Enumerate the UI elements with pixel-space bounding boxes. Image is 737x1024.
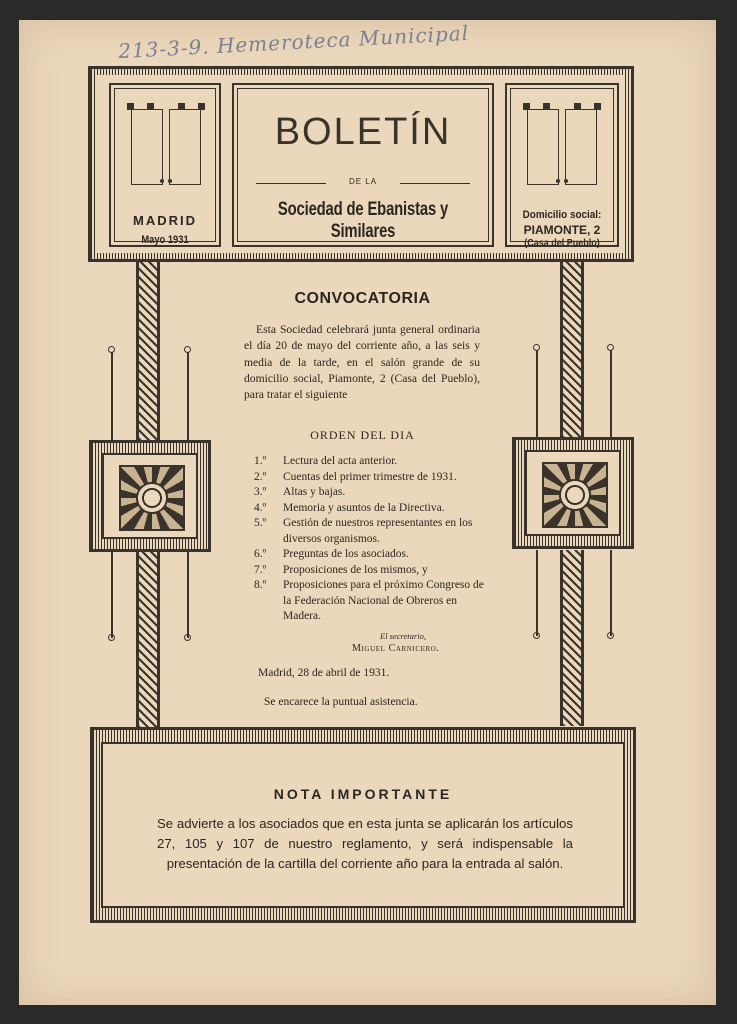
announcement-paragraph: Esta Sociedad celebrará junta general ordinaria el día 20 de mayo del corriente año, a las seis y media de la tarde, en el salón grande de su domicilio social, Piamonte, 2 (Casa del Pueblo), para tratar el siguiente [244, 323, 480, 402]
item-text: Proposiciones para el próximo Congreso de la Federación Nacional de Obreros en Madera. [283, 579, 484, 622]
item-text: Lectura del acta anterior. [283, 455, 398, 467]
list-item [254, 485, 486, 501]
item-number: 6.º [254, 548, 267, 560]
header-date: Mayo 1931 [141, 234, 189, 246]
list-item [254, 501, 486, 517]
ornamental-rod [610, 550, 612, 636]
item-number: 1.º [254, 455, 267, 467]
nota-text: Se advierte a los asociados que en esta junta se aplicarán los artículos 27, 105 y 107 de nuestro reglamento, y será indispensable la presentación de la cartilla del corriente año para la entrada al salón. [157, 816, 573, 871]
door-illustration-icon [523, 103, 601, 193]
rod-finial-icon [108, 346, 115, 353]
domicile-place: (Casa del Pueblo) [524, 238, 600, 249]
ornamental-rod [610, 350, 612, 438]
header-left-panel [109, 83, 221, 247]
item-number: 7.º [254, 563, 267, 576]
list-item [254, 470, 486, 486]
agenda-title: ORDEN DEL DIA [310, 428, 415, 442]
ornamental-column [136, 552, 160, 728]
bulletin-title: BOLETÍN [274, 111, 452, 153]
nota-title: NOTA IMPORTANTE [273, 786, 453, 802]
item-text: Gestión de nuestros representantes en los diversos organismos. [283, 517, 473, 545]
list-item [254, 578, 486, 625]
dateline: Madrid, 28 de abril de 1931. [258, 667, 390, 679]
domicile-label: Domicilio social: [522, 209, 602, 221]
signer-role: El secretario, [380, 631, 426, 641]
item-number: 4.º [254, 501, 267, 514]
attendance-note: Se encarece la puntual asistencia. [264, 696, 418, 708]
agenda-list [254, 454, 486, 625]
nota-frame [90, 727, 636, 923]
item-text: Preguntas de los asociados. [283, 548, 409, 560]
item-number: 8.º [254, 579, 267, 591]
item-text: Proposiciones de los mismos, y [283, 563, 428, 576]
rod-finial-icon [533, 344, 540, 351]
ornamental-column [560, 262, 584, 438]
list-item [254, 516, 486, 547]
list-item [254, 547, 486, 563]
ornamental-rod [187, 552, 189, 638]
ornamental-tile-icon [89, 440, 211, 552]
ornamental-tile-icon [512, 437, 634, 549]
signer-name: Miguel Carnicero. [352, 643, 440, 654]
rod-finial-icon [108, 634, 115, 641]
ornamental-rod [536, 550, 538, 636]
item-number: 5.º [254, 517, 267, 529]
section-heading: CONVOCATORIA [294, 290, 431, 307]
ornamental-rod [187, 352, 189, 440]
ornamental-rod [111, 552, 113, 638]
ornamental-rod [536, 350, 538, 438]
door-illustration-icon [127, 103, 205, 193]
rod-finial-icon [607, 344, 614, 351]
ornamental-column [560, 550, 584, 726]
list-item [254, 563, 486, 579]
de-la-label: DE LA [348, 177, 378, 186]
item-text: Altas y bajas. [283, 486, 346, 498]
header-frame [88, 66, 634, 262]
item-text: Memoria y asuntos de la Directiva. [283, 501, 445, 514]
rod-finial-icon [607, 632, 614, 639]
rod-finial-icon [184, 634, 191, 641]
domicile-address: PIAMONTE, 2 [523, 223, 601, 237]
list-item [254, 454, 486, 470]
item-number: 2.º [254, 470, 267, 483]
rod-finial-icon [533, 632, 540, 639]
header-title-panel [232, 83, 494, 247]
ornamental-column [136, 262, 160, 440]
rod-finial-icon [184, 346, 191, 353]
divider [400, 183, 470, 184]
ornamental-rod [111, 352, 113, 440]
header-right-panel [505, 83, 619, 247]
society-name: Sociedad de Ebanistas y Similares [277, 199, 449, 242]
divider [256, 183, 326, 184]
handwritten-note: 213-3-9. Hemeroteca Municipal [117, 20, 470, 64]
header-city: MADRID [133, 213, 197, 228]
item-text: Cuentas del primer trimestre de 1931. [283, 470, 457, 483]
item-number: 3.º [254, 486, 267, 498]
